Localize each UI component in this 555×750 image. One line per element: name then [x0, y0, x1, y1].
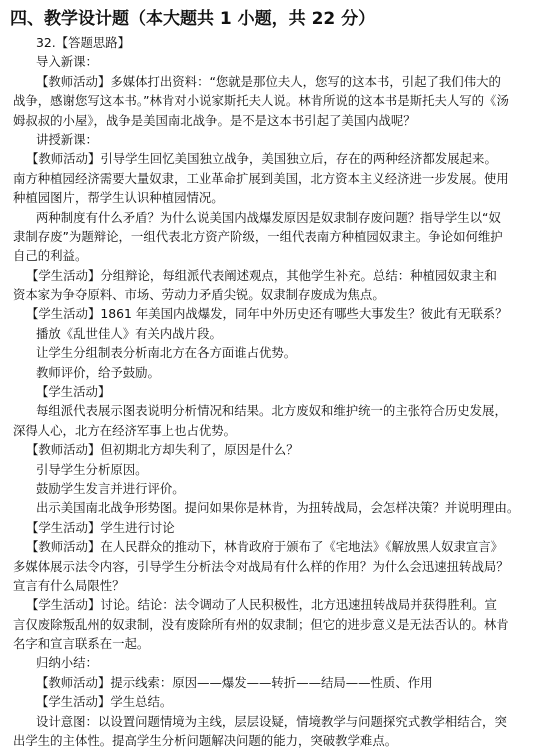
paragraph-line: 【学生活动】1861 年美国内战爆发，同年中外历史还有哪些大事发生？彼此有无联系？ [26, 306, 508, 322]
paragraph-line: 宣言有什么局限性？ [13, 577, 125, 593]
paragraph-line: 让学生分组制表分析南北方在各方面谁占优势。 [36, 345, 297, 361]
paragraph-line: 教师评价，给予鼓励。 [36, 364, 160, 380]
paragraph-line: 【教师活动】提示线索：原因——爆发——转折——结局——性质、作用 [36, 674, 433, 690]
paragraph-line: 每组派代表展示图表说明分析情况和结果。北方废奴和维护统一的主张符合历史发展， [36, 403, 507, 419]
paragraph-line: 战争，感谢您写这本书。”林肯对小说家斯托夫人说。林肯所说的这本书是斯托夫人写的《汤 [13, 93, 509, 109]
section-heading: 四、教学设计题（本大题共 1 小题，共 22 分） [10, 9, 376, 29]
paragraph-line: 播放《乱世佳人》有关内战片段。 [36, 325, 222, 341]
paragraph-line: 两种制度有什么矛盾？为什么说美国内战爆发原因是奴隶制存废问题？指导学生以“奴 [36, 209, 501, 225]
paragraph-line: 【教师活动】但初期北方却失利了，原因是什么？ [26, 442, 299, 458]
paragraph-line: 出示美国南北战争形势图。提问如果你是林肯，为扭转战局，会怎样决策？并说明理由。 [36, 500, 520, 516]
paragraph-line: 言仅废除叛乱州的奴隶制，没有废除所有州的奴隶制；但它的进步意义是无法否认的。林肯 [13, 616, 509, 632]
answer-number-line: 32.【答题思路】 [36, 35, 131, 50]
paragraph-line: 引导学生分析原因。 [36, 461, 148, 477]
paragraph-line: 【教师活动】在人民群众的推动下，林肯政府于颁布了《宅地法》《解放黑人奴隶宣言》 [26, 539, 504, 555]
summary-label: 归纳小结： [36, 655, 98, 671]
paragraph-line: 【学生活动】分组辩论，每组派代表阐述观点，其他学生补充。总结：种植园奴隶主和 [26, 267, 497, 283]
paragraph-line: 多媒体展示法令内容，引导学生分析法令对战局有什么样的作用？为什么会迅速扭转战局？ [13, 558, 509, 574]
intro-label: 导入新课： [36, 54, 98, 70]
paragraph-line: 【学生活动】学生总结。 [36, 694, 173, 710]
paragraph-line: 【学生活动】讨论。结论：法令调动了人民积极性，北方迅速扭转战局并获得胜利。宣 [26, 597, 497, 613]
paragraph-line: 南方种植园经济需要大量奴隶，工业革命扩展到美国，北方资本主义经济进一步发展。使用 [13, 170, 509, 186]
paragraph-line: 【教师活动】多媒体打出资料：“您就是那位夫人，您写的这本书，引起了我们伟大的 [36, 73, 501, 89]
section-label: 讲授新课： [36, 131, 98, 147]
paragraph-line: 出学生的主体性。提高学生分析问题解决问题的能力，突破教学难点。 [13, 733, 398, 748]
activity-label: 【学生活动】 [36, 384, 111, 399]
paragraph-line: 资本家为争夺原料、市场、劳动力矛盾尖锐。奴隶制存废成为焦点。 [13, 287, 385, 303]
paragraph-line: 自己的利益。 [13, 248, 88, 264]
paragraph-line: 种植园图片，帮学生认识种植园情况。 [13, 190, 224, 206]
paragraph-line: 设计意图：以设置问题情境为主线，层层设疑，情境教学与问题探究式教学相结合，突 [36, 713, 507, 729]
paragraph-line: 【教师活动】引导学生回忆美国独立战争，美国独立后，存在的两种经济都发展起来。 [26, 151, 497, 167]
paragraph-line: 深得人心，北方在经济军事上也占优势。 [13, 422, 237, 438]
paragraph-line: 【学生活动】学生进行讨论 [26, 519, 175, 535]
paragraph-line: 姆叔叔的小屋》，战争是美国南北战争。是不是这本书引起了美国内战呢？ [13, 112, 416, 128]
paragraph-line: 名字和宣言联系在一起。 [13, 636, 150, 652]
paragraph-line: 隶制存废”为题辩论，一组代表北方资产阶级，一组代表南方种植园奴隶主。争论如何维护 [13, 228, 503, 244]
paragraph-line: 鼓励学生发言并进行评价。 [36, 480, 185, 496]
